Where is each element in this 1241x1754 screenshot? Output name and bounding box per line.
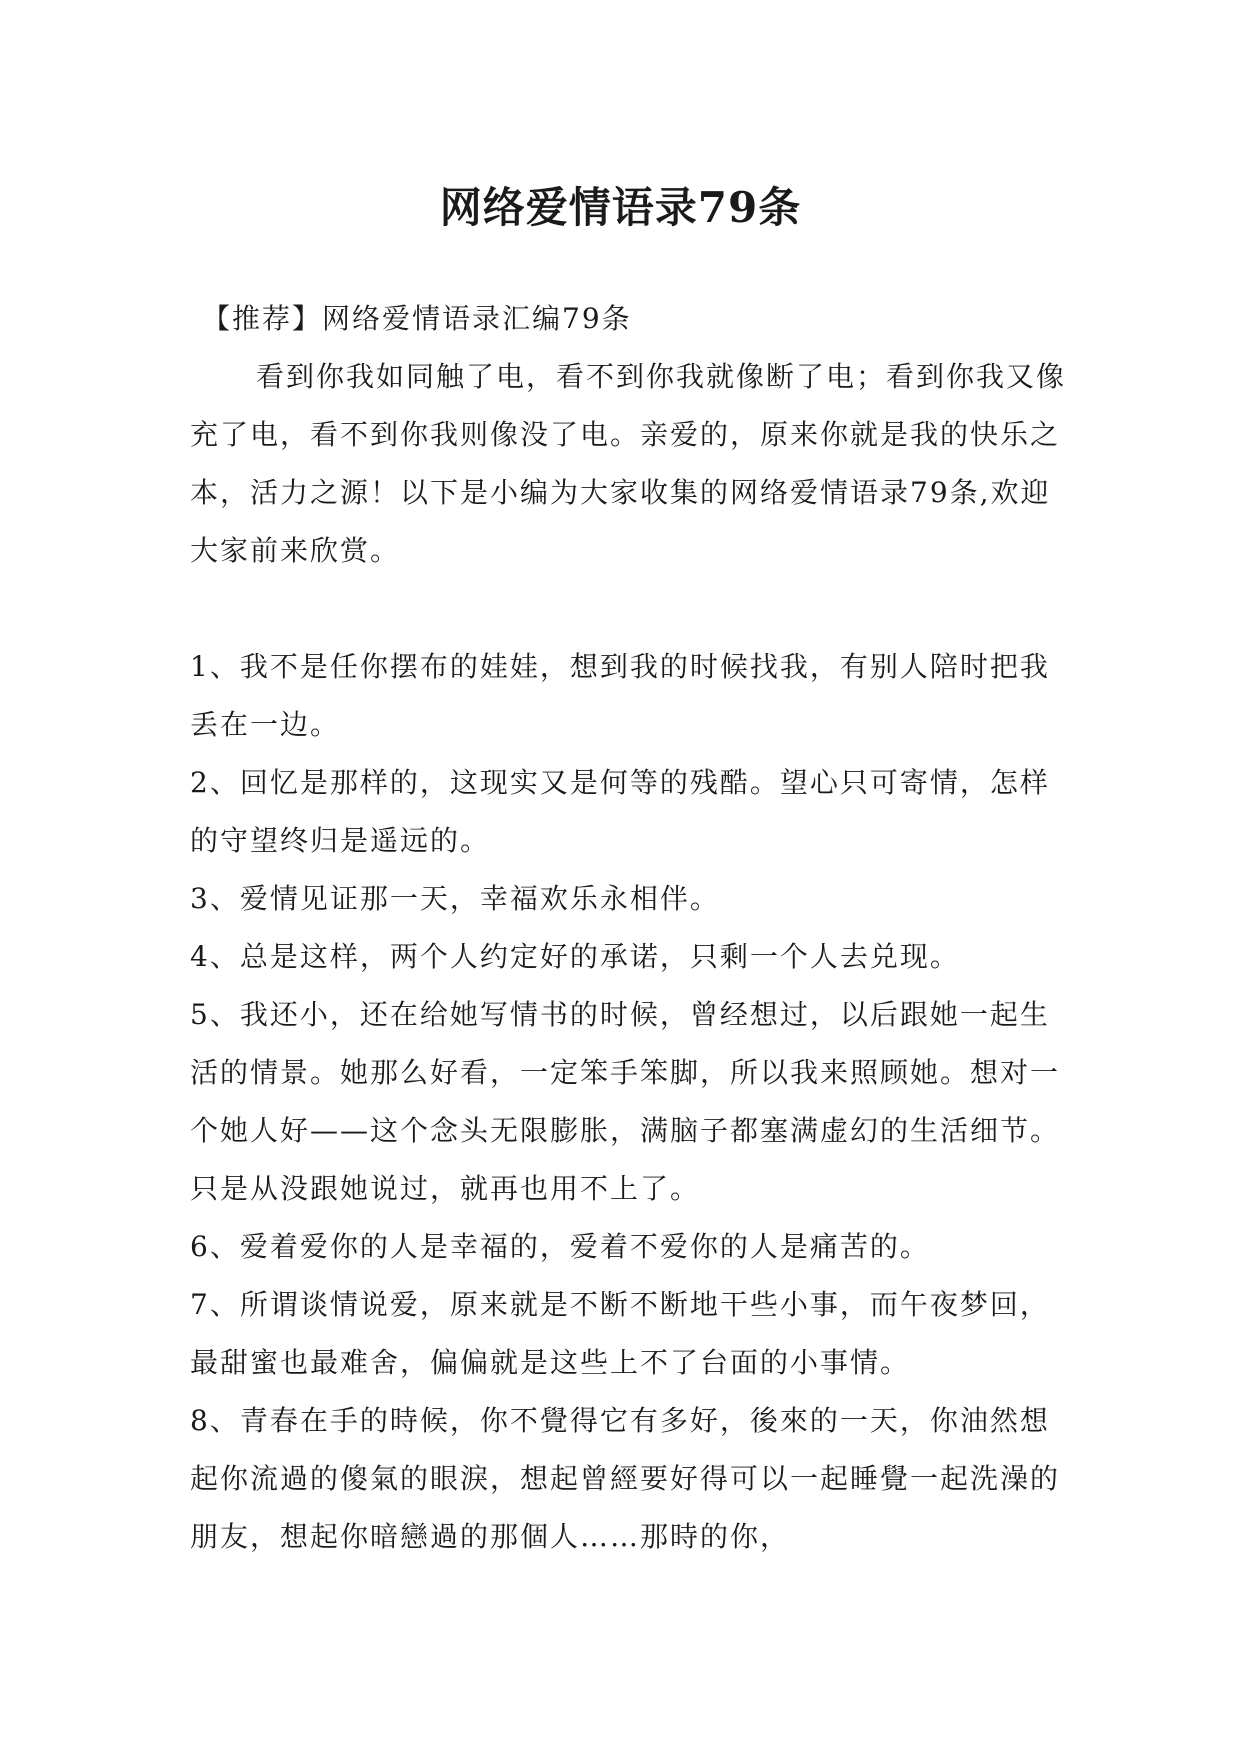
quote-item: 2、回忆是那样的，这现实又是何等的残酷。望心只可寄情，怎样的守望终归是遥远的。	[190, 766, 1050, 857]
quote-item: 6、爱着爱你的人是幸福的，爱着不爱你的人是痛苦的。	[190, 1230, 930, 1263]
quote-item: 8、青春在手的時候，你不覺得它有多好，後來的一天，你油然想起你流過的傻氣的眼淚，想起曾經要好得可以一起睡覺一起洗澡的朋友，想起你暗戀過的那個人……那時的你，	[190, 1404, 1061, 1553]
quote-item: 4、总是这样，两个人约定好的承诺，只剩一个人去兑现。	[190, 940, 960, 973]
intro-paragraph: 看到你我如同触了电，看不到你我就像断了电；看到你我又像充了电，看不到你我则像没了电。亲爱的，原来你就是我的快乐之本，活力之源！以下是小编为大家收集的网络爱情语录79条,欢迎大家前来欣赏。	[190, 360, 1067, 567]
quote-item: 1、我不是任你摆布的娃娃，想到我的时候找我，有别人陪时把我丢在一边。	[190, 650, 1050, 741]
quote-item: 3、爱情见证那一天，幸福欢乐永相伴。	[190, 882, 720, 915]
document-subtitle: 【推荐】网络爱情语录汇编79条	[202, 302, 632, 335]
paragraph-spacer	[190, 580, 1070, 638]
document-title: 网络爱情语录79条	[439, 183, 802, 233]
quote-item: 5、我还小，还在给她写情书的时候，曾经想过，以后跟她一起生活的情景。她那么好看，一定笨手笨脚，所以我来照顾她。想对一个她人好——这个念头无限膨胀，满脑子都塞满虚幻的生活细节。只是从没跟她说过，就再也用不上了。	[190, 998, 1061, 1205]
quote-item: 7、所谓谈情说爱，原来就是不断不断地干些小事，而午夜梦回，最甜蜜也最难舍，偏偏就是这些上不了台面的小事情。	[190, 1288, 1050, 1379]
document-body	[190, 290, 1070, 1566]
